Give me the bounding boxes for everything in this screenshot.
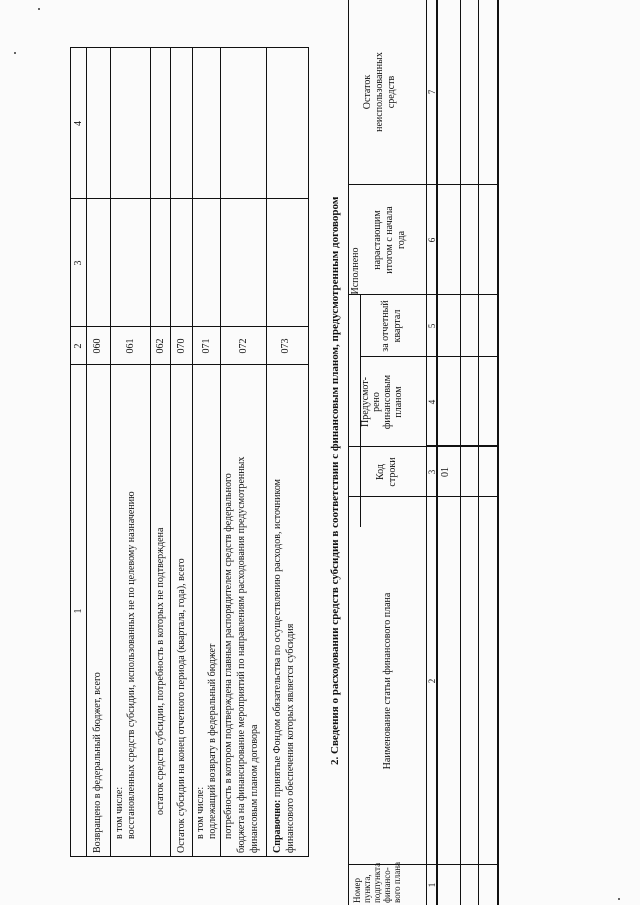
row-label-072a: потребность в котором подтверждена главным распорядителем средств федерального — [223, 473, 234, 839]
col6-header — [372, 185, 408, 295]
num-5: 5 — [427, 323, 437, 329]
row-code-072: 072 — [238, 338, 249, 354]
scan-speck — [14, 52, 16, 54]
col4-line4: планом — [393, 386, 404, 418]
col5-line1: за отчетный — [380, 300, 391, 352]
row-label-073a — [272, 479, 283, 853]
row-label-061b: восстановленных средств субсидии, использованных не по целевому назначению — [126, 491, 137, 839]
row-label-071a: в том числе: — [195, 786, 206, 839]
col3-line2: строки — [387, 457, 398, 487]
col6-line2: итогом с начала — [384, 206, 395, 274]
num-4: 4 — [427, 399, 437, 405]
num-2: 2 — [427, 678, 437, 684]
col1-header — [352, 862, 402, 903]
col3-header — [375, 447, 399, 497]
col1-line3: подпункта — [372, 862, 382, 903]
num-1: 1 — [427, 882, 437, 888]
row-code-061: 061 — [125, 338, 136, 354]
num-3: 3 — [427, 469, 437, 475]
row-label-062: остаток средств субсидии, потребность в которых не подтверждена — [155, 527, 166, 815]
col1-line5: вого плана — [392, 861, 402, 903]
row-code-073: 073 — [280, 338, 291, 354]
row-code-01: 01 — [440, 467, 451, 477]
col4-line3: финансовым — [382, 374, 393, 430]
scan-speck — [38, 8, 40, 10]
col5-line2: квартал — [392, 309, 403, 343]
row-label-071b: подлежащий возврату в федеральный бюджет — [207, 643, 218, 839]
col2-header: Наименование статьи финансового плана — [382, 592, 393, 770]
row-code-060: 060 — [92, 338, 103, 354]
row-label-072c: финансовым планом договора — [249, 724, 260, 853]
col4-line1: Предусмот- — [360, 377, 371, 427]
row-label-073-rest: принятые Фондом обязательства по осуществлению расходов, источником — [272, 479, 283, 800]
row-label-070: Остаток субсидии на конец отчетного периода (квартала, года), всего — [176, 558, 187, 853]
num-7: 7 — [427, 89, 437, 95]
header-col-2: 2 — [73, 343, 84, 349]
header-col-4: 4 — [73, 121, 84, 126]
col4-header — [360, 357, 404, 447]
col5-header — [380, 295, 404, 357]
col7-line3: средств — [386, 75, 397, 109]
row-label-072b: бюджета на финансирование мероприятий по направлениям расходования предусмотренных — [236, 456, 247, 853]
col3-line1: Код — [375, 464, 386, 480]
scan-speck — [618, 898, 620, 900]
section2-title: 2. Сведения о расходовании средств субсидии в соответствии с финансовым планом, предусмотренным договором — [329, 196, 341, 765]
header-col-3: 3 — [73, 260, 84, 266]
row-label-073b: финансового обеспечения которых является субсидия — [285, 623, 296, 853]
col7-header — [362, 0, 398, 185]
row-label-073-bold: Справочно: — [272, 799, 283, 853]
col4-line2: рено — [371, 392, 382, 412]
col7-line1: Остаток — [362, 74, 373, 110]
col1-line4: финансо- — [382, 867, 392, 903]
row-label-060: Возвращено в федеральный бюджет, всего — [92, 672, 103, 853]
col1-line1: Номер — [352, 877, 362, 903]
row-code-071: 071 — [201, 338, 212, 354]
executed-header: Исполнено — [350, 247, 361, 295]
col1-line2: пункта, — [362, 874, 372, 903]
num-6: 6 — [427, 237, 437, 243]
row-label-061a: в том числе: — [114, 786, 125, 839]
col7-line2: неиспользованных — [374, 52, 385, 132]
col6-line3: года — [396, 230, 407, 250]
row-code-070: 070 — [176, 338, 187, 354]
col6-line1: нарастающим — [372, 210, 383, 270]
header-col-1: 1 — [73, 608, 84, 614]
row-code-062: 062 — [155, 338, 166, 354]
